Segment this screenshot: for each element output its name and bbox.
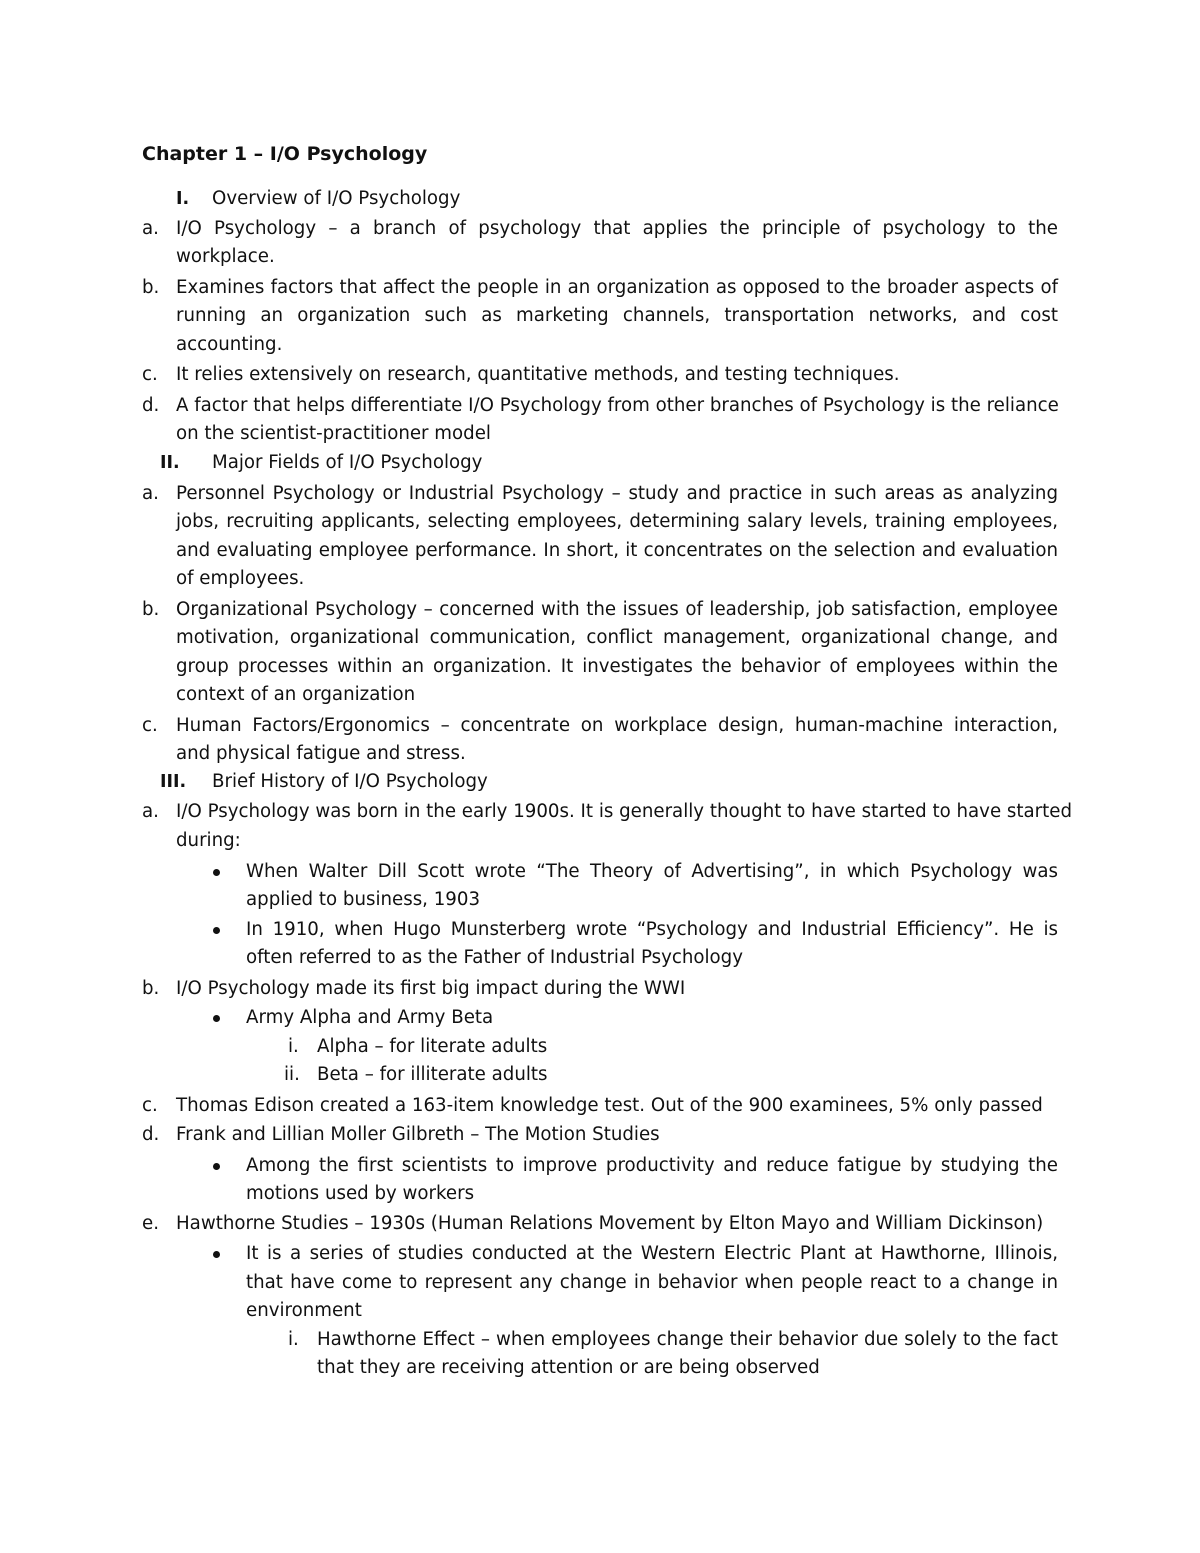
- section-number: I.: [176, 189, 190, 209]
- paragraph-line: running an organization such as marketing channels, transportation networks, and cost: [176, 305, 1058, 326]
- paragraph-line: and evaluating employee performance. In short, it concentrates on the selection and evaluation: [176, 540, 1058, 561]
- paragraph-line: on the scientist-practitioner model: [176, 423, 491, 444]
- paragraph-line: Army Alpha and Army Beta: [246, 1007, 494, 1028]
- paragraph-line: jobs, recruiting applicants, selecting employees, determining salary levels, training employees,: [176, 511, 1058, 532]
- paragraph-line: I/O Psychology made its first big impact during the WWI: [176, 978, 686, 999]
- paragraph-line: environment: [246, 1300, 362, 1321]
- list-marker: i.: [288, 1329, 299, 1350]
- paragraph-line: Human Factors/Ergonomics – concentrate on workplace design, human-machine interaction,: [176, 715, 1058, 736]
- list-marker: a.: [142, 483, 159, 504]
- paragraph-line: Thomas Edison created a 163-item knowledge test. Out of the 900 examinees, 5% only passed: [176, 1095, 1043, 1116]
- paragraph-line: group processes within an organization. It investigates the behavior of employees within the: [176, 656, 1058, 677]
- bullet-icon: [213, 1163, 220, 1170]
- list-marker: c.: [142, 364, 158, 385]
- paragraph-line: Examines factors that affect the people in an organization as opposed to the broader aspects of: [176, 277, 1058, 298]
- paragraph-line: accounting.: [176, 334, 283, 355]
- paragraph-line: workplace.: [176, 246, 275, 267]
- paragraph-line: It is a series of studies conducted at the Western Electric Plant at Hawthorne, Illinois,: [246, 1243, 1058, 1264]
- paragraph-line: Hawthorne Studies – 1930s (Human Relations Movement by Elton Mayo and William Dickinson): [176, 1213, 1044, 1234]
- list-marker: b.: [142, 599, 160, 620]
- paragraph-line: of employees.: [176, 568, 305, 589]
- list-marker: a.: [142, 218, 159, 239]
- list-marker: b.: [142, 277, 160, 298]
- section-number: III.: [160, 772, 187, 792]
- paragraph-line: that they are receiving attention or are being observed: [317, 1357, 820, 1378]
- paragraph-line: during:: [176, 830, 241, 851]
- page-title: Chapter 1 – I/O Psychology: [142, 143, 428, 165]
- paragraph-line: I/O Psychology – a branch of psychology that applies the principle of psychology to the: [176, 218, 1058, 239]
- paragraph-line: Among the first scientists to improve productivity and reduce fatigue by studying the: [246, 1155, 1058, 1176]
- list-marker: c.: [142, 715, 158, 736]
- paragraph-line: I/O Psychology was born in the early 1900s. It is generally thought to have started to have started: [176, 801, 1073, 822]
- section-heading: Major Fields of I/O Psychology: [212, 452, 483, 473]
- bullet-icon: [213, 869, 220, 876]
- list-marker: ii.: [284, 1064, 300, 1085]
- paragraph-line: applied to business, 1903: [246, 889, 481, 910]
- paragraph-line: Alpha – for literate adults: [317, 1036, 548, 1057]
- paragraph-line: Hawthorne Effect – when employees change their behavior due solely to the fact: [317, 1329, 1058, 1350]
- paragraph-line: A factor that helps differentiate I/O Psychology from other branches of Psychology is the reliance: [176, 395, 1059, 416]
- paragraph-line: When Walter Dill Scott wrote “The Theory of Advertising”, in which Psychology was: [246, 861, 1058, 882]
- paragraph-line: Personnel Psychology or Industrial Psychology – study and practice in such areas as analyzing: [176, 483, 1058, 504]
- list-marker: d.: [142, 395, 160, 416]
- list-marker: b.: [142, 978, 160, 999]
- paragraph-line: and physical fatigue and stress.: [176, 743, 466, 764]
- bullet-icon: [213, 1251, 220, 1258]
- paragraph-line: It relies extensively on research, quantitative methods, and testing techniques.: [176, 364, 900, 385]
- bullet-icon: [213, 1015, 220, 1022]
- paragraph-line: motions used by workers: [246, 1183, 475, 1204]
- paragraph-line: Organizational Psychology – concerned with the issues of leadership, job satisfaction, employee: [176, 599, 1058, 620]
- paragraph-line: Beta – for illiterate adults: [317, 1064, 548, 1085]
- paragraph-line: Frank and Lillian Moller Gilbreth – The Motion Studies: [176, 1124, 660, 1145]
- list-marker: c.: [142, 1095, 158, 1116]
- paragraph-line: that have come to represent any change in behavior when people react to a change in: [246, 1272, 1058, 1293]
- paragraph-line: In 1910, when Hugo Munsterberg wrote “Psychology and Industrial Efficiency”. He is: [246, 919, 1058, 940]
- list-marker: d.: [142, 1124, 160, 1145]
- paragraph-line: motivation, organizational communication, conflict management, organizational change, and: [176, 627, 1058, 648]
- list-marker: i.: [288, 1036, 299, 1057]
- list-marker: a.: [142, 801, 159, 822]
- paragraph-line: context of an organization: [176, 684, 416, 705]
- section-heading: Brief History of I/O Psychology: [212, 771, 488, 792]
- section-number: II.: [160, 453, 180, 473]
- section-heading: Overview of I/O Psychology: [212, 188, 461, 209]
- bullet-icon: [213, 927, 220, 934]
- list-marker: e.: [142, 1213, 159, 1234]
- paragraph-line: often referred to as the Father of Industrial Psychology: [246, 947, 743, 968]
